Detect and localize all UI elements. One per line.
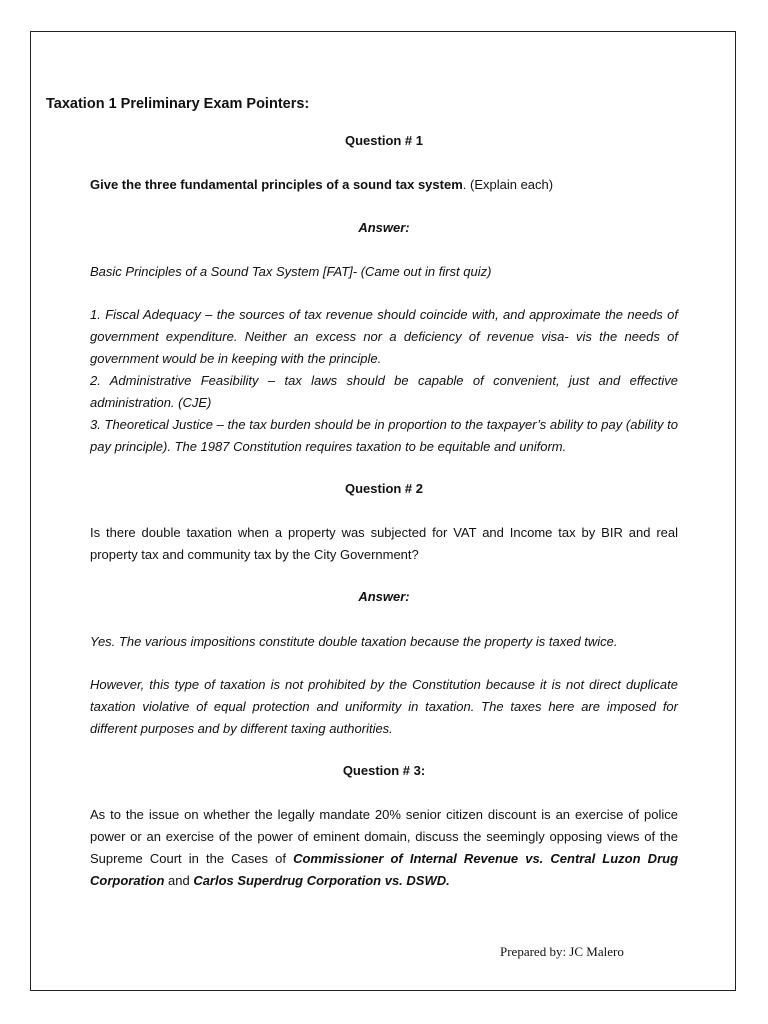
- question-3-connector: and: [164, 873, 194, 888]
- question-1-answer-points: [90, 304, 678, 458]
- principle-administrative-feasibility: 2. Administrative Feasibility – tax laws should be capable of convenient, just and effective administration. (CJE): [90, 373, 678, 410]
- question-1-heading: Question # 1: [344, 133, 424, 148]
- question-2-heading: Question # 2: [344, 481, 424, 496]
- prepared-by-footer: Prepared by: JC Malero: [500, 944, 624, 959]
- question-1-answer-label: Answer:: [358, 220, 410, 235]
- principle-theoretical-justice: 3. Theoretical Justice – the tax burden should be in proportion to the taxpayer’s ability to pay (ability to pay principle). The 1987 Constitution requires taxation to be equitable and uniform.: [90, 417, 678, 454]
- question-1-prompt: [90, 174, 678, 196]
- question-1-prompt-bold: Give the three fundamental principles of a sound tax system: [90, 177, 463, 192]
- question-2-prompt: Is there double taxation when a property was subjected for VAT and Income tax by BIR and real property tax and community tax by the City Government?: [90, 525, 678, 562]
- question-2-answer-yes: Yes. The various impositions constitute double taxation because the property is taxed twice.: [90, 634, 618, 649]
- question-1-answer-intro: Basic Principles of a Sound Tax System [FAT]- (Came out in first quiz): [90, 264, 492, 279]
- question-3-heading: Question # 3:: [342, 763, 426, 778]
- case-carlos-superdrug-vs-dswd: Carlos Superdrug Corporation vs. DSWD.: [193, 873, 450, 888]
- document-title: Taxation 1 Preliminary Exam Pointers:: [46, 96, 310, 112]
- question-2-answer-label: Answer:: [358, 589, 410, 604]
- question-3-prompt: [90, 804, 678, 892]
- question-1-prompt-rest: . (Explain each): [462, 177, 554, 192]
- principle-fiscal-adequacy: 1. Fiscal Adequacy – the sources of tax revenue should coincide with, and approximate the needs of government expenditure. Neither an excess nor a deficiency of revenue visa- vis the needs of government would be in keeping with the principle.: [90, 307, 678, 366]
- question-2-answer-however: However, this type of taxation is not prohibited by the Constitution because it is not direct duplicate taxation violative of equal protection and uniformity in taxation. The taxes here are imposed for different purposes and by different taxing authorities.: [90, 677, 678, 736]
- case-cir-vs-central-luzon: Commissioner of Internal Revenue vs. Central Luzon Drug Corporation: [90, 851, 679, 888]
- question-3-prompt-start: As to the issue on whether the legally mandate 20% senior citizen discount is an exercise of police power or an exercise of the power of eminent domain, discuss the seemingly opposing views of the Supreme Court in the Cases of: [90, 807, 678, 866]
